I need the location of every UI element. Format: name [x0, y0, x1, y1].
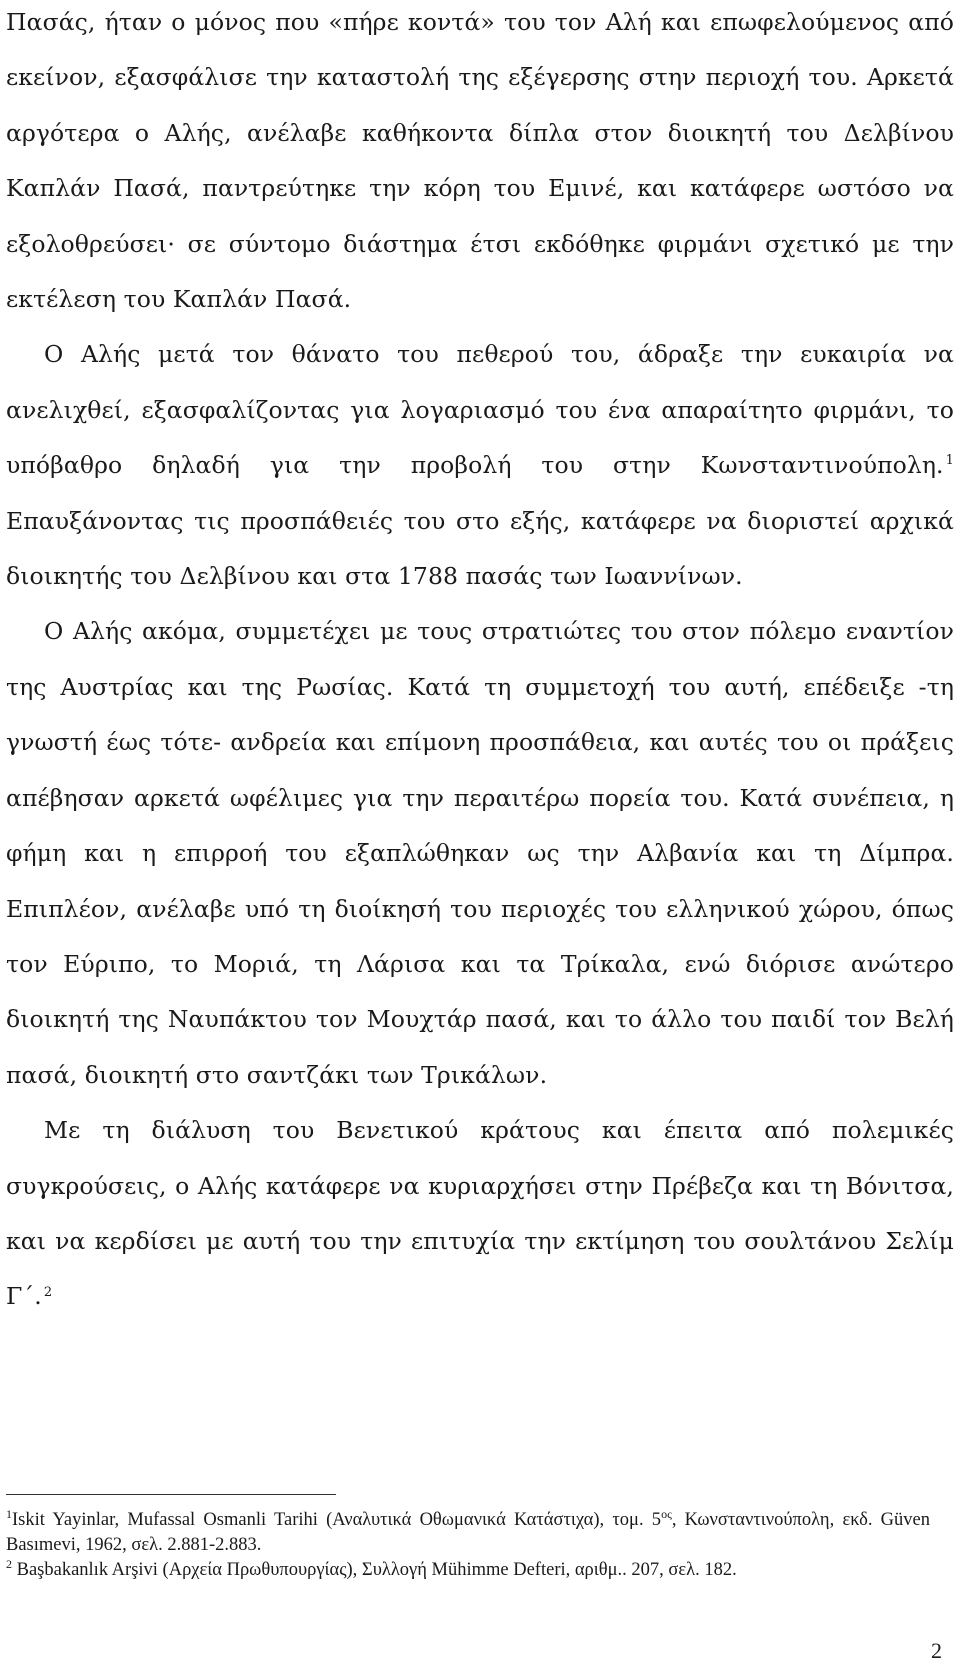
- footnotes: [6, 1508, 930, 1583]
- footnote-2-number: 2: [6, 1556, 12, 1571]
- footnote-1-superscript: ος: [661, 1506, 672, 1521]
- paragraph-4: [6, 1103, 954, 1325]
- footnote-1-text-a: Iskit Yayinlar, Mufassal Osmanli Tarihi (Αναλυτικά Οθωμανικά Κατάστιχα), τομ. 5: [12, 1510, 662, 1530]
- footnote-2-text: Başbakanlık Arşivi (Αρχεία Πρωθυπουργίας), Συλλογή Mühimme Defteri, αριθμ.. 207, σελ. 182.: [16, 1560, 737, 1580]
- footnote-separator: [6, 1494, 336, 1495]
- footnote-ref-2[interactable]: 2: [43, 1284, 53, 1300]
- paragraph-3: Ο Αλής ακόμα, συμμετέχει με τους στρατιώτες του στον πόλεμο εναντίον της Αυστρίας και της Ρωσίας. Κατά τη συμμετοχή του αυτή, επέδειξε -τη γνωστή έως τότε- ανδρεία και επίμονη προσπάθεια, και αυτές του οι πράξεις απέβησαν αρκετά ωφέλιμες για την περαιτέρω πορεία του. Κατά συνέπεια, η φήμη και η επιρροή του εξαπλώθηκαν ως την Αλβανία και τη Δίμπρα. Επιπλέον, ανέλαβε υπό τη διοίκησή του περιοχές του ελληνικού χώρου, όπως τον Εύριπο, το Μοριά, τη Λάρισα και τα Τρίκαλα, ενώ διόρισε ανώτερο διοικητή της Ναυπάκτου τον Μουχτάρ πασά, και το άλλο του παιδί τον Βελή πασά, διοικητή στο σαντζάκι των Τρικάλων.: [6, 617, 954, 1089]
- footnote-ref-1[interactable]: 1: [945, 453, 954, 469]
- paragraph-4-text: Με τη διάλυση του Βενετικού κράτους και έπειτα από πολεμικές συγκρούσεις, ο Αλής κατάφερε να κυριαρχήσει στην Πρέβεζα και τη Βόνιτσα, και να κερδίσει με αυτή του την επιτυχία την εκτίμηση του σουλτάνου Σελίμ Γ΄.: [6, 1116, 954, 1311]
- footnote-1: [6, 1508, 930, 1558]
- paragraph-2: [6, 327, 954, 604]
- footnote-1-number: 1: [6, 1506, 12, 1521]
- page-number: 2: [931, 1638, 942, 1663]
- footnote-1-text-b: , Κωνσταντινούπολη, εκδ. Güven Basımevi, 1962, σελ. 2.881-2.883.: [6, 1510, 930, 1555]
- footnote-2: [6, 1558, 930, 1583]
- paragraph-2-text-b: Επαυξάνοντας τις προσπάθειές του στο εξής, κατάφερε να διοριστεί αρχικά διοικητής του Δελβίνου και στα 1788 πασάς των Ιωαννίνων.: [6, 506, 954, 591]
- body-text: [6, 0, 954, 1325]
- paragraph-2-text-a: Ο Αλής μετά τον θάνατο του πεθερού του, άδραξε την ευκαιρία να ανελιχθεί, εξασφαλίζοντας για λογαριασμό του ένα απαραίτητο φιρμάνι, το υπόβαθρο δηλαδή για την προβολή του στην Κωνσταντινούπολη.: [6, 340, 954, 480]
- paragraph-1: Πασάς, ήταν ο μόνος που «πήρε κοντά» του τον Αλή και επωφελούμενος από εκείνον, εξασφάλισε την καταστολή της εξέγερσης στην περιοχή του. Αρκετά αργότερα ο Αλής, ανέλαβε καθήκοντα δίπλα στον διοικητή του Δελβίνου Καπλάν Πασά, παντρεύτηκε την κόρη του Εμινέ, και κατάφερε ωστόσο να εξολοθρεύσει· σε σύντομο διάστημα έτσι εκδόθηκε φιρμάνι σχετικό με την εκτέλεση του Καπλάν Πασά.: [6, 8, 954, 314]
